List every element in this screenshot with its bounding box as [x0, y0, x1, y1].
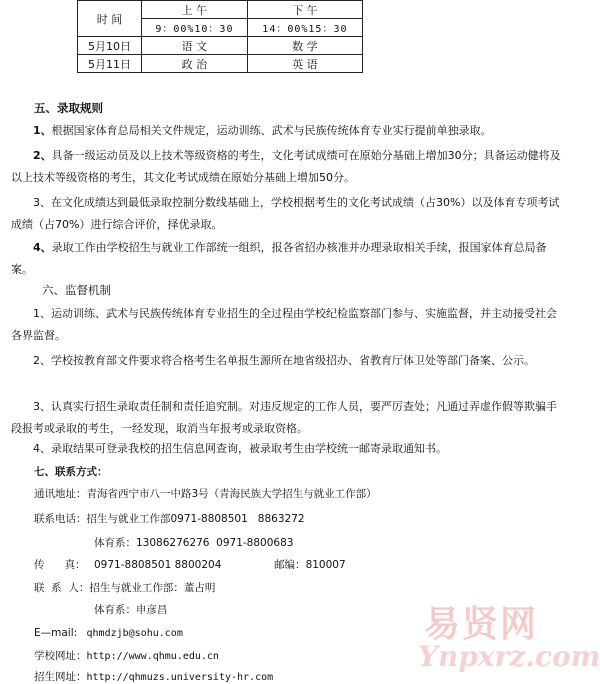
section-5-item-1	[11, 120, 563, 142]
contact-label: 联 系 人：	[34, 582, 90, 594]
phone-label: 联系电话：	[34, 513, 87, 525]
item-text: 录取结果可登录我校的招生信息网查询，被录取考生由学校统一邮寄录取通知书。	[51, 442, 447, 455]
fax-value: 0971-8808501 8800204	[94, 559, 222, 571]
admission-site-label: 招生网址：	[34, 671, 87, 683]
contact-person-row	[34, 580, 215, 595]
item-number: 3、	[33, 196, 51, 209]
address-row	[34, 486, 377, 501]
contact-value: 招生与就业工作部：董占明	[89, 582, 216, 594]
subject-cell: 英 语	[247, 55, 362, 73]
exam-schedule-table	[77, 0, 363, 73]
item-number: 4、	[33, 241, 52, 254]
subject-cell: 数 学	[247, 37, 362, 55]
table-row	[78, 37, 363, 55]
morning-time-cell: 9：00%10：30	[142, 19, 248, 37]
email-value[interactable]: qhmdzjb@sohu.com	[86, 628, 183, 639]
subject-cell: 政 治	[142, 55, 248, 73]
item-text: 录取工作由学校招生与就业工作部统一组织，报各省招办核准并办理录取相关手续，报国家体育总局备案。	[11, 241, 547, 276]
fax-row	[34, 557, 346, 572]
email-label: E—mail:	[34, 627, 78, 639]
contact2-row	[94, 602, 168, 617]
item-text: 认真实行招生录取责任制和责任追究制。对违反规定的工作人员，要严厉查处；凡通过弄虚作假等欺骗手段报考或录取的考生，一经发现，取消当年报考或录取资格。	[11, 400, 557, 435]
subject-cell: 语 文	[142, 37, 248, 55]
site-watermark	[418, 596, 600, 682]
item-number: 3、	[33, 400, 51, 413]
item-text: 具备一级运动员及以上技术等级资格的考生，文化考试成绩可在原始分基础上增加30分；具备运动健将及以上技术等级资格的考生，其文化考试成绩在原始分基础上增加50分。	[11, 149, 561, 184]
phone-row	[34, 511, 305, 526]
contact2-value: 申彦昌	[136, 604, 168, 616]
admission-site-row	[34, 669, 273, 684]
phone2-row	[94, 535, 293, 550]
website-row	[34, 648, 219, 663]
postcode-label: 邮编：	[274, 559, 306, 571]
watermark-text-url: Ynpxrz.com	[418, 640, 600, 673]
section-6-heading: 六、监督机制	[42, 283, 111, 297]
website-link[interactable]: http://www.qhmu.edu.cn	[86, 651, 219, 662]
table-row	[78, 1, 363, 19]
item-text: 运动训练、武术与民族传统体育专业招生的全过程由学校纪检监察部门参与、实施监督，并主动接受社会各界监督。	[11, 307, 557, 342]
section-7-heading: 七、联系方式：	[34, 466, 108, 478]
section-5-item-3	[11, 192, 563, 236]
item-number: 1、	[33, 307, 51, 320]
phone-value: 招生与就业工作部0971-8808501 8863272	[86, 513, 305, 525]
phone2-label: 体育系：	[94, 537, 136, 549]
address-label: 通讯地址：	[34, 488, 87, 500]
section-6-item-3	[11, 396, 563, 440]
item-number: 2、	[33, 149, 52, 162]
item-number: 1、	[33, 124, 52, 137]
fax-label: 传 真：	[34, 559, 86, 571]
item-number: 4、	[33, 442, 51, 455]
section-5-item-2	[11, 145, 563, 189]
postcode-value: 810007	[305, 559, 346, 571]
admission-site-link[interactable]: http://qhmuzs.university-hr.com	[86, 672, 274, 683]
date-cell: 5月10日	[78, 37, 142, 55]
phone2-value: 13086276276 0971-8800683	[136, 537, 294, 549]
item-text: 学校按教育部文件要求将合格考生名单报生源所在地省级招办、省教育厅体卫处等部门备案、公示。	[51, 354, 535, 367]
watermark-text-cn: 易贤网	[424, 604, 539, 645]
website-label: 学校网址：	[34, 650, 87, 662]
afternoon-time-cell: 14：00%15：30	[247, 19, 362, 37]
section-6-item-4	[11, 438, 563, 460]
table-row	[78, 55, 363, 73]
item-text: 根据国家体育总局相关文件规定，运动训练、武术与民族传统体育专业实行提前单独录取。	[51, 124, 492, 137]
item-text: 在文化成绩达到最低录取控制分数线基础上，学校根据考生的文化考试成绩（占30%）以及体育专项考试成绩（占70%）进行综合评价，择优录取。	[11, 196, 560, 231]
email-row	[34, 627, 183, 639]
section-6-item-1	[11, 303, 563, 347]
section-5-item-4	[11, 237, 563, 281]
contact2-label: 体育系：	[94, 604, 136, 616]
afternoon-header-cell: 下 午	[247, 1, 362, 19]
date-cell: 5月11日	[78, 55, 142, 73]
item-number: 2、	[33, 354, 51, 367]
morning-header-cell: 上 午	[142, 1, 248, 19]
section-6-item-2	[11, 350, 563, 372]
section-5-heading: 五、录取规则	[34, 101, 103, 115]
time-header-cell: 时 间	[78, 1, 142, 37]
address-value: 青海省西宁市八一中路3号（青海民族大学招生与就业工作部）	[86, 488, 377, 500]
